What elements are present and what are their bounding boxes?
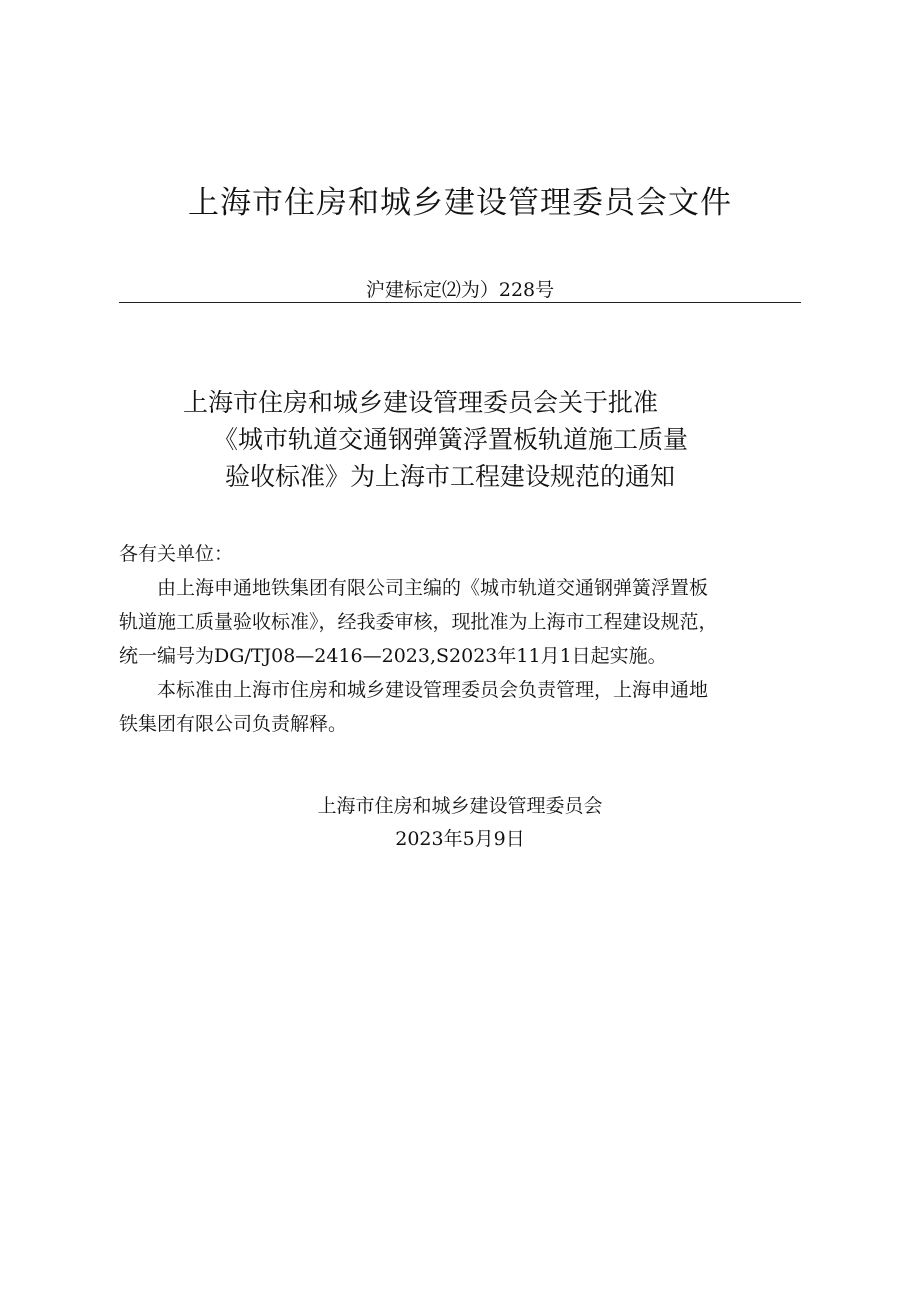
paragraph-line: 由上海申通地铁集团有限公司主编的《城市轨道交通钢弹簧浮置板 (157, 577, 709, 599)
paragraph-line: 统一编号为DG/TJ08—2416—2023,S2023年11月1日起实施。 (119, 645, 667, 667)
issue-date: 2023年5月9日 (395, 828, 525, 850)
notice-title-line: 《城市轨道交通钢弹簧浮置板轨道施工质量 (213, 425, 689, 454)
document-number: 沪建标定⑵为）228号 (365, 279, 555, 301)
salutation: 各有关单位： (119, 543, 234, 565)
notice-title-line: 上海市住房和城乡建设管理委员会关于批准 (183, 388, 659, 417)
issuing-authority: 上海市住房和城乡建设管理委员会 (317, 795, 603, 817)
document-header-title: 上海市住房和城乡建设管理委员会文件 (188, 185, 732, 221)
notice-title-line: 验收标准》为上海市工程建设规范的通知 (225, 462, 676, 491)
paragraph-line: 铁集团有限公司负责解释。 (119, 713, 348, 735)
header-divider (119, 302, 801, 303)
paragraph-line: 本标准由上海市住房和城乡建设管理委员会负责管理，上海申通地 (157, 679, 709, 701)
signature-block (0, 790, 920, 856)
notice-body (119, 537, 809, 741)
paragraph-line: 轨道施工质量验收标准》，经我委审核，现批准为上海市工程建设规范， (119, 611, 718, 633)
